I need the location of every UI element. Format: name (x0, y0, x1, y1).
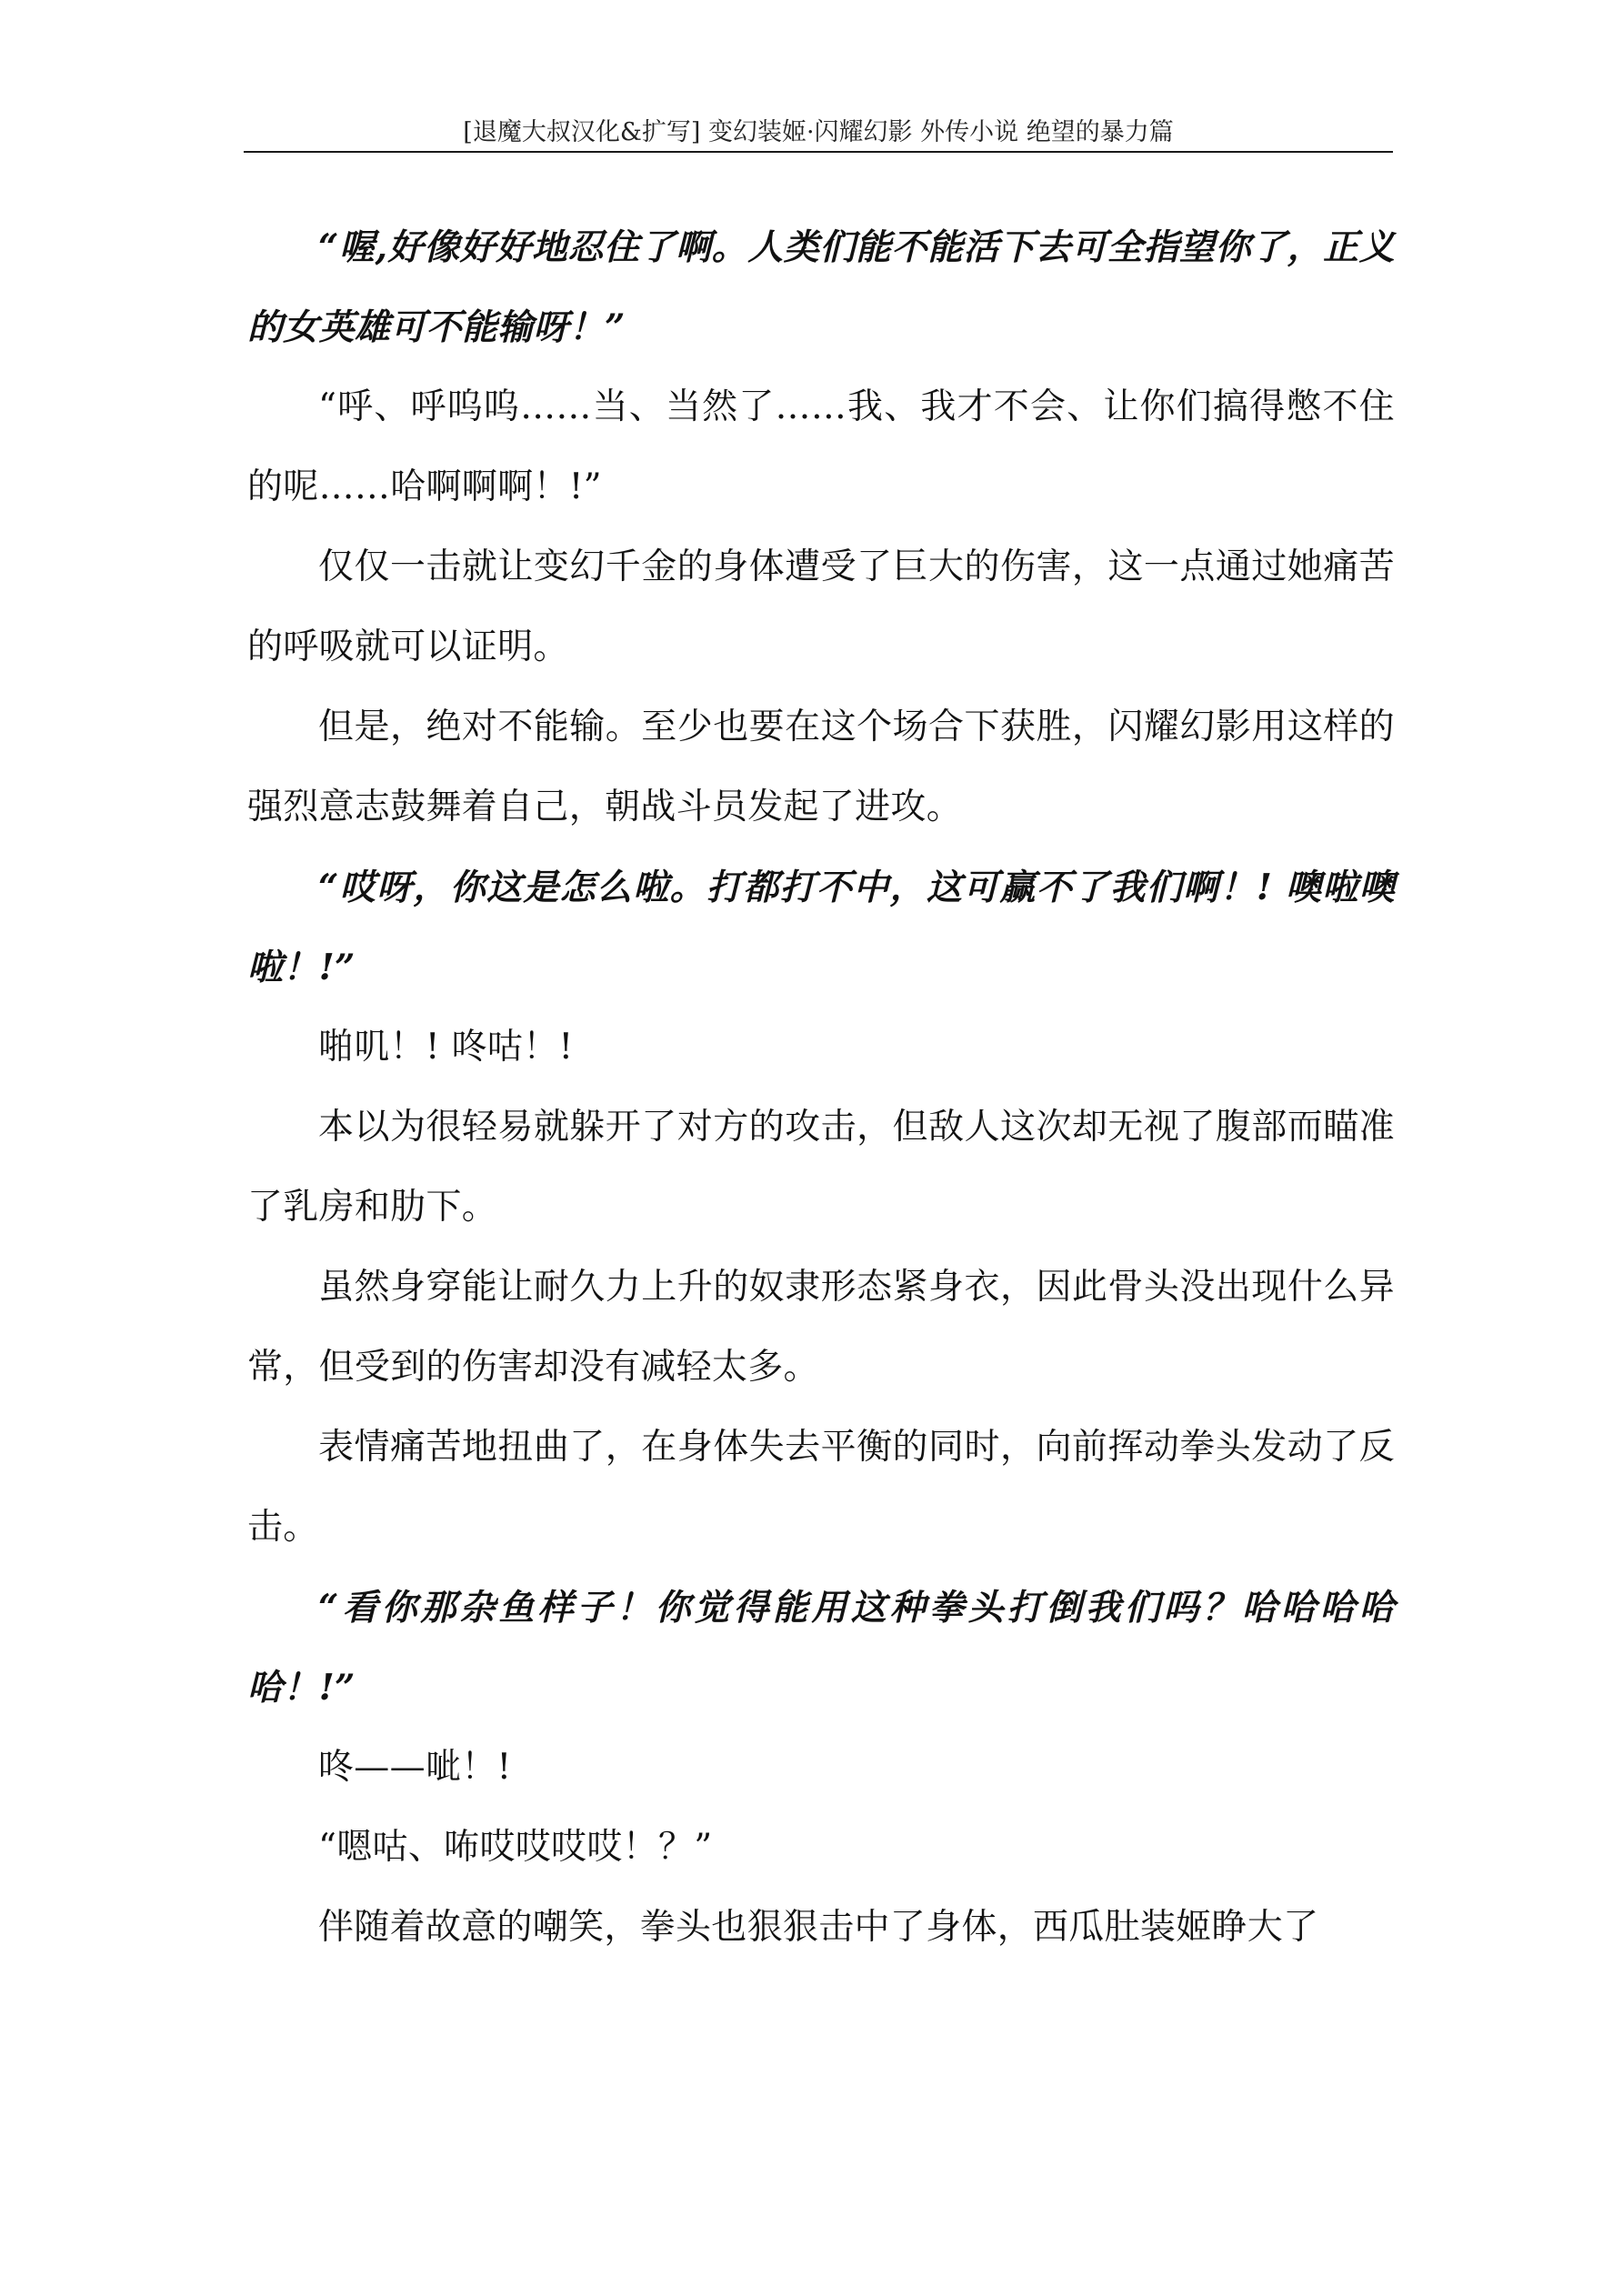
paragraph: 本以为很轻易就躲开了对方的攻击，但敌人这次却无视了腹部而瞄准了乳房和肋下。 (247, 1107, 1395, 1228)
header-divider (244, 151, 1393, 153)
paragraph: 啪叽！! 咚咕！! (318, 1027, 574, 1068)
paragraph: 但是，绝对不能输。至少也要在这个场合下获胜，闪耀幻影用这样的强烈意志鼓舞着自己，朝战斗员发起了进攻。 (247, 707, 1395, 827)
paragraph: “呼、呼呜呜……当、当然了……我、我才不会、让你们搞得憋不住的呢……哈啊啊啊！!” (247, 386, 1395, 507)
paragraph: “喔,好像好好地忍住了啊。人类们能不能活下去可全指望你了，正义的女英雄可不能输呀！” (247, 226, 1395, 348)
paragraph: “嗯咕、咘哎哎哎哎！？” (318, 1827, 713, 1868)
paragraph: 仅仅一击就让变幻千金的身体遭受了巨大的伤害，这一点通过她痛苦的呼吸就可以证明。 (247, 546, 1395, 667)
paragraph: 表情痛苦地扭曲了，在身体失去平衡的同时，向前挥动拳头发动了反击。 (247, 1427, 1395, 1548)
page-header: [退魔大叔汉化&扩写] 变幻装姬·闪耀幻影 外传小说 绝望的暴力篇 (463, 118, 1174, 146)
paragraph: “看你那杂鱼样子！你觉得能用这种拳头打倒我们吗？哈哈哈哈哈！!” (247, 1587, 1395, 1709)
document-body (247, 207, 1395, 1968)
paragraph: 咚——呲！! (318, 1747, 512, 1788)
paragraph: 虽然身穿能让耐久力上升的奴隶形态紧身衣，因此骨头没出现什么异常，但受到的伤害却没有减轻太多。 (247, 1267, 1395, 1388)
paragraph: “哎呀，你这是怎么啦。打都打不中，这可赢不了我们啊！! 噢啦噢啦！!” (247, 867, 1395, 988)
paragraph: 伴随着故意的嘲笑，拳头也狠狠击中了身体，西瓜肚装姬睁大了 (318, 1907, 1319, 1948)
